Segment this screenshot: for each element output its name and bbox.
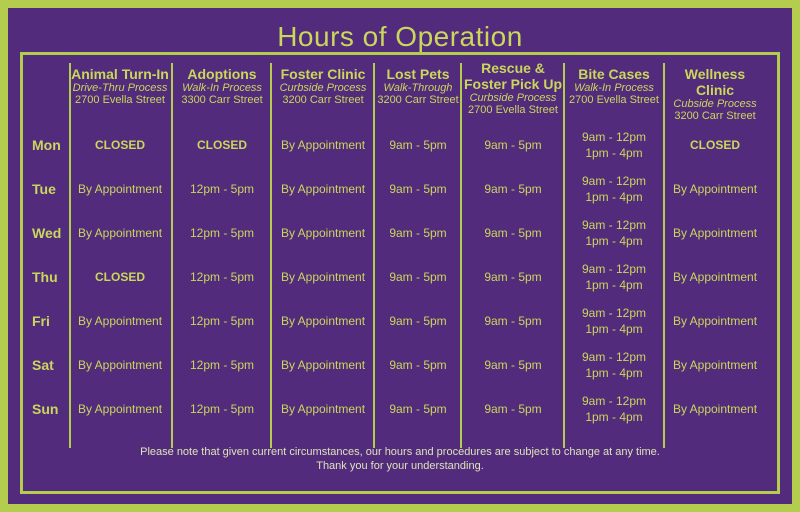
notice-line-2: Thank you for your understanding. [316, 460, 484, 472]
hours-cell: By Appointment [280, 226, 366, 240]
column-header [375, 66, 461, 107]
column-divider [373, 63, 375, 448]
hours-cell: 9am - 12pm 1pm - 4pm [581, 394, 647, 424]
day-label: Tue [32, 181, 56, 197]
service-address: 3300 Carr Street [181, 94, 263, 106]
hours-cell: By Appointment [77, 226, 163, 240]
column-header [665, 66, 765, 123]
hours-cell: 9am - 5pm [484, 182, 542, 196]
hours-cell: By Appointment [672, 182, 758, 196]
hours-cell: 9am - 5pm [389, 314, 447, 328]
hours-cell: 9am - 5pm [484, 358, 542, 372]
hours-cell: By Appointment [672, 358, 758, 372]
hours-cell: By Appointment [672, 270, 758, 284]
hours-cell: By Appointment [672, 402, 758, 416]
hours-cell: CLOSED [94, 270, 145, 284]
hours-cell: 12pm - 5pm [189, 226, 255, 240]
column-header [463, 60, 563, 117]
service-name: Adoptions [187, 66, 257, 82]
hours-cell: By Appointment [280, 358, 366, 372]
service-address: 3200 Carr Street [674, 110, 756, 122]
hours-cell: By Appointment [280, 402, 366, 416]
hours-cell: 9am - 5pm [484, 402, 542, 416]
hours-cell: 9am - 5pm [389, 182, 447, 196]
service-name: Animal Turn-In [71, 66, 169, 82]
hours-cell: By Appointment [77, 314, 163, 328]
day-label: Sun [32, 401, 59, 417]
hours-cell: 12pm - 5pm [189, 402, 255, 416]
service-name: Wellness Clinic [684, 66, 746, 98]
hours-cell: 9am - 12pm 1pm - 4pm [581, 130, 647, 160]
hours-cell: CLOSED [94, 138, 145, 152]
hours-cell: 9am - 5pm [484, 270, 542, 284]
notice [8, 445, 792, 473]
day-label: Wed [32, 225, 62, 241]
hours-cell: 9am - 12pm 1pm - 4pm [581, 218, 647, 248]
notice-line-1: Please note that given current circumstances, our hours and procedures are subject to change at any time. [140, 446, 660, 458]
service-process: Curbside Process [279, 82, 367, 94]
hours-cell: 9am - 5pm [389, 226, 447, 240]
column-divider [460, 63, 462, 448]
service-address: 2700 Evella Street [75, 94, 165, 106]
hours-cell: 12pm - 5pm [189, 314, 255, 328]
hours-cell: By Appointment [280, 270, 366, 284]
hours-cell: By Appointment [280, 138, 366, 152]
hours-cell: 9am - 12pm 1pm - 4pm [581, 350, 647, 380]
column-header [273, 66, 373, 107]
hours-cell: By Appointment [77, 182, 163, 196]
hours-cell: By Appointment [280, 182, 366, 196]
service-name: Rescue & Foster Pick Up [463, 60, 563, 92]
service-process: Curbside Process [469, 92, 557, 104]
service-name: Lost Pets [386, 66, 450, 82]
hours-cell: 9am - 12pm 1pm - 4pm [581, 174, 647, 204]
column-divider [563, 63, 565, 448]
day-label: Thu [32, 269, 58, 285]
hours-cell: By Appointment [77, 358, 163, 372]
hours-cell: 12pm - 5pm [189, 182, 255, 196]
service-address: 2700 Evella Street [569, 94, 659, 106]
hours-cell: By Appointment [77, 402, 163, 416]
column-divider [270, 63, 272, 448]
hours-cell: By Appointment [280, 314, 366, 328]
hours-cell: 9am - 5pm [389, 358, 447, 372]
page-title: Hours of Operation [277, 21, 523, 52]
hours-cell: 9am - 5pm [389, 402, 447, 416]
day-label: Fri [32, 313, 50, 329]
column-header [70, 66, 170, 107]
hours-cell: CLOSED [689, 138, 740, 152]
hours-cell: CLOSED [196, 138, 247, 152]
service-address: 2700 Evella Street [468, 104, 558, 116]
hours-cell: 12pm - 5pm [189, 270, 255, 284]
hours-cell: 9am - 5pm [484, 226, 542, 240]
service-process: Cubside Process [673, 98, 757, 110]
hours-cell: 9am - 12pm 1pm - 4pm [581, 306, 647, 336]
column-header [565, 66, 663, 107]
hours-cell: 9am - 12pm 1pm - 4pm [581, 262, 647, 292]
service-address: 3200 Carr Street [377, 94, 459, 106]
column-header [173, 66, 271, 107]
hours-cell: 12pm - 5pm [189, 358, 255, 372]
service-process: Drive-Thru Process [72, 82, 168, 94]
column-divider [69, 63, 71, 448]
service-address: 3200 Carr Street [282, 94, 364, 106]
service-name: Bite Cases [578, 66, 650, 82]
column-divider [171, 63, 173, 448]
day-label: Mon [32, 137, 61, 153]
hours-sign [8, 8, 792, 504]
hours-cell: 9am - 5pm [484, 314, 542, 328]
day-label: Sat [32, 357, 54, 373]
hours-cell: 9am - 5pm [389, 270, 447, 284]
hours-cell: 9am - 5pm [389, 138, 447, 152]
hours-cell: 9am - 5pm [484, 138, 542, 152]
hours-cell: By Appointment [672, 226, 758, 240]
hours-cell: By Appointment [672, 314, 758, 328]
service-process: Walk-In Process [182, 82, 262, 94]
service-process: Walk-Through [383, 82, 453, 94]
service-process: Walk-In Process [574, 82, 654, 94]
service-name: Foster Clinic [280, 66, 366, 82]
